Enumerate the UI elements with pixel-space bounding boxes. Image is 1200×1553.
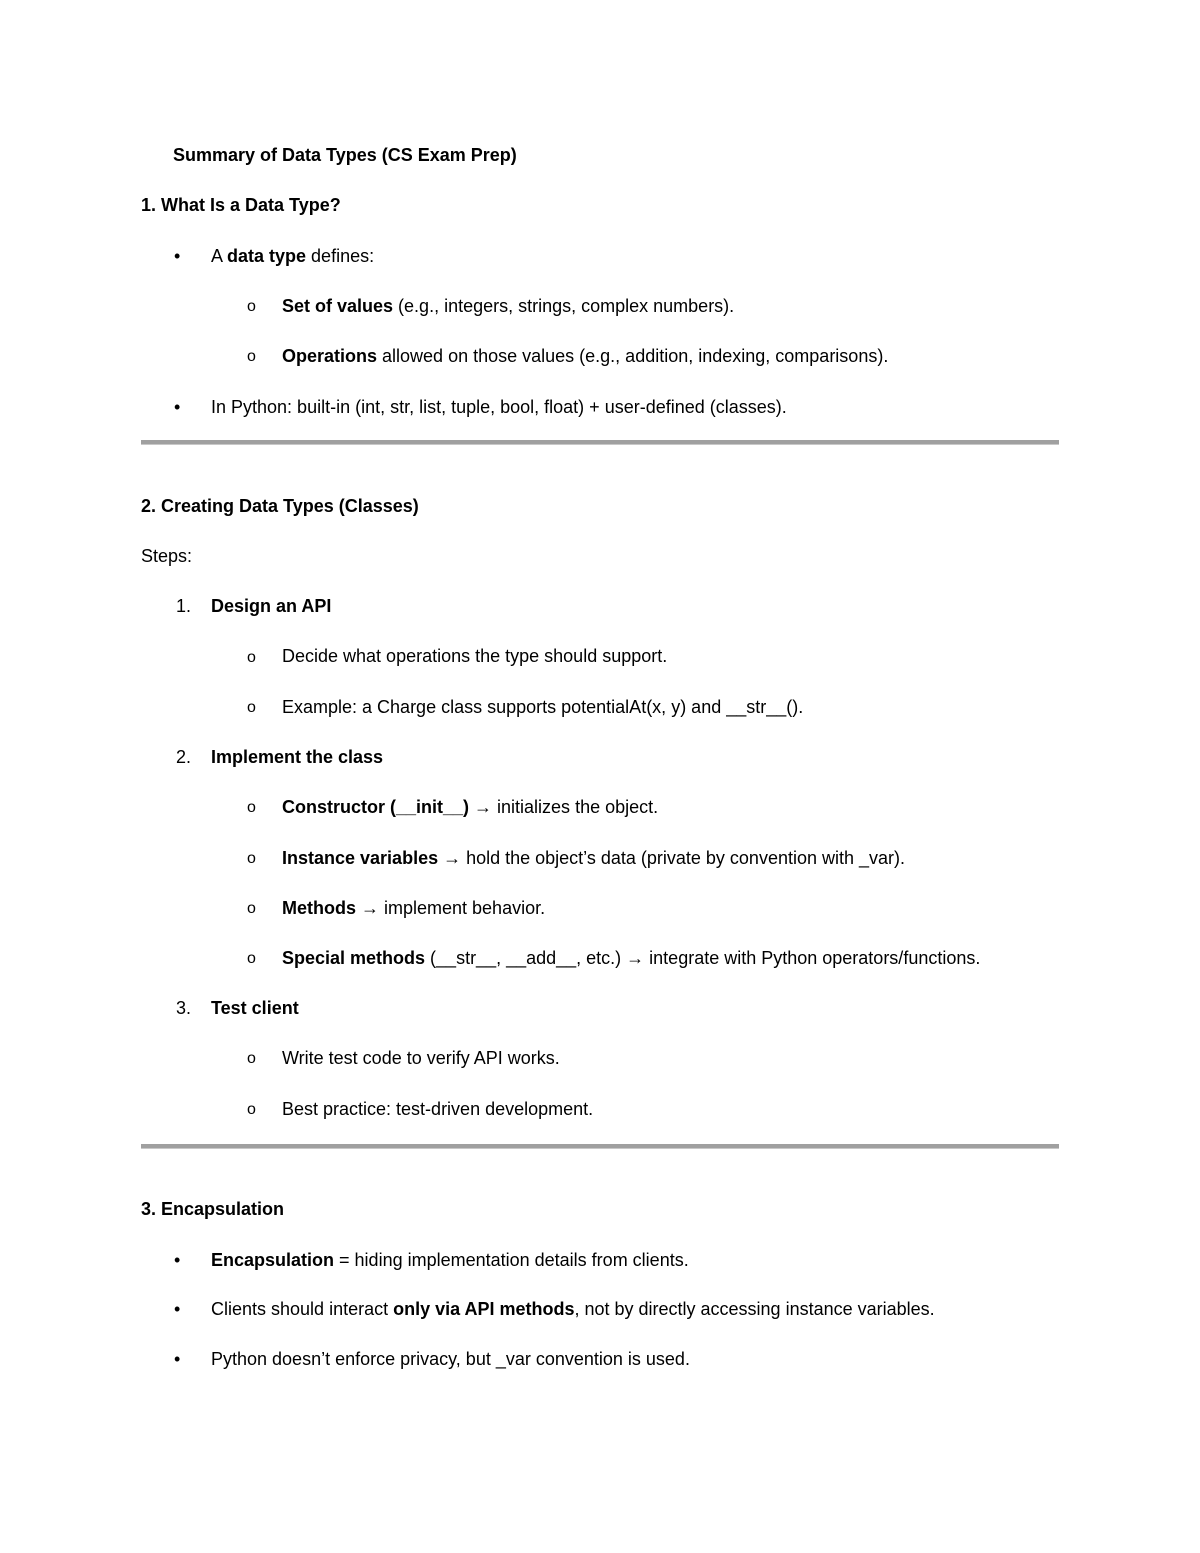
sub-bullet-marker: o xyxy=(247,799,256,816)
step-3-title: Test client xyxy=(211,998,299,1018)
section-2-heading: 2. Creating Data Types (Classes) xyxy=(141,496,419,516)
step-2-sub1-bold: Constructor (__init__) xyxy=(282,797,470,817)
step-2-sub-3 xyxy=(282,897,545,919)
sub-bullet-marker: o xyxy=(247,950,256,967)
s1-bullet-2: In Python: built-in (int, str, list, tuple, bool, float) + user-defined (classes). xyxy=(211,397,787,417)
document-title: Summary of Data Types (CS Exam Prep) xyxy=(173,145,517,165)
s3-bullet-1 xyxy=(211,1249,689,1271)
sub-bullet-marker: o xyxy=(247,699,256,716)
step-2-sub1-post: → initializes the object. xyxy=(469,797,659,817)
step-2-title: Implement the class xyxy=(211,747,384,767)
step-1-sub-2: Example: a Charge class supports potentialAt(x, y) and __str__(). xyxy=(282,697,804,717)
s1-sub1-bold: Set of values xyxy=(282,296,394,316)
section-1-heading: 1. What Is a Data Type? xyxy=(141,195,341,215)
step-2-sub3-bold: Methods xyxy=(282,898,356,918)
step-2-sub-4 xyxy=(282,947,980,969)
s1-sub2-bold: Operations xyxy=(282,346,378,366)
step-2-sub4-bold: Special methods xyxy=(282,948,426,968)
bullet-marker: • xyxy=(174,246,181,266)
bullet-marker: • xyxy=(174,1250,181,1270)
step-2-number: 2. xyxy=(176,747,192,767)
step-2-sub2-bold: Instance variables xyxy=(282,848,439,868)
s3-b2-post: , not by directly accessing instance variables. xyxy=(574,1299,935,1319)
step-2-sub3-post: → implement behavior. xyxy=(356,898,546,918)
bullet-marker: • xyxy=(174,1299,181,1319)
s1-bullet-1 xyxy=(211,245,374,267)
sub-bullet-marker: o xyxy=(247,1101,256,1118)
steps-label: Steps: xyxy=(141,546,193,566)
horizontal-rule xyxy=(141,440,1059,445)
bullet-marker: • xyxy=(174,397,181,417)
s3-bullet-3: Python doesn’t enforce privacy, but _var convention is used. xyxy=(211,1349,690,1369)
bullet-marker: • xyxy=(174,1349,181,1369)
step-2-sub-2 xyxy=(282,847,905,869)
s3-b1-bold: Encapsulation xyxy=(211,1250,335,1270)
s1-sub2-post: allowed on those values (e.g., addition, indexing, comparisons). xyxy=(377,346,889,366)
s3-bullet-2 xyxy=(211,1298,935,1320)
step-3-number: 3. xyxy=(176,998,192,1018)
s1-sub1-post: (e.g., integers, strings, complex numbers). xyxy=(393,296,735,316)
section-3-heading: 3. Encapsulation xyxy=(141,1199,285,1219)
horizontal-rule xyxy=(141,1144,1059,1149)
s3-b2-bold: only via API methods xyxy=(393,1299,575,1319)
step-3-sub-2: Best practice: test-driven development. xyxy=(282,1099,594,1119)
s1-sub-bullet-2 xyxy=(282,345,888,367)
sub-bullet-marker: o xyxy=(247,850,256,867)
step-1-number: 1. xyxy=(176,596,192,616)
sub-bullet-marker: o xyxy=(247,1050,256,1067)
s3-b1-post: = hiding implementation details from clients. xyxy=(334,1250,689,1270)
step-2-sub2-post: → hold the object’s data (private by convention with _var). xyxy=(438,848,906,868)
s3-b2-pre: Clients should interact xyxy=(211,1299,394,1319)
s1-b1-pre: A xyxy=(211,246,228,266)
step-1-title: Design an API xyxy=(211,596,332,616)
sub-bullet-marker: o xyxy=(247,900,256,917)
step-2-sub4-post: (__str__, __add__, etc.) → integrate with Python operators/functions. xyxy=(425,948,981,968)
s1-sub-bullet-1 xyxy=(282,295,734,317)
sub-bullet-marker: o xyxy=(247,649,256,666)
s1-b1-post: defines: xyxy=(306,246,375,266)
step-2-sub-1 xyxy=(282,796,658,818)
step-1-sub-1: Decide what operations the type should support. xyxy=(282,646,668,666)
step-3-sub-1: Write test code to verify API works. xyxy=(282,1048,560,1068)
s1-b1-bold: data type xyxy=(227,246,307,266)
sub-bullet-marker: o xyxy=(247,298,256,315)
sub-bullet-marker: o xyxy=(247,348,256,365)
